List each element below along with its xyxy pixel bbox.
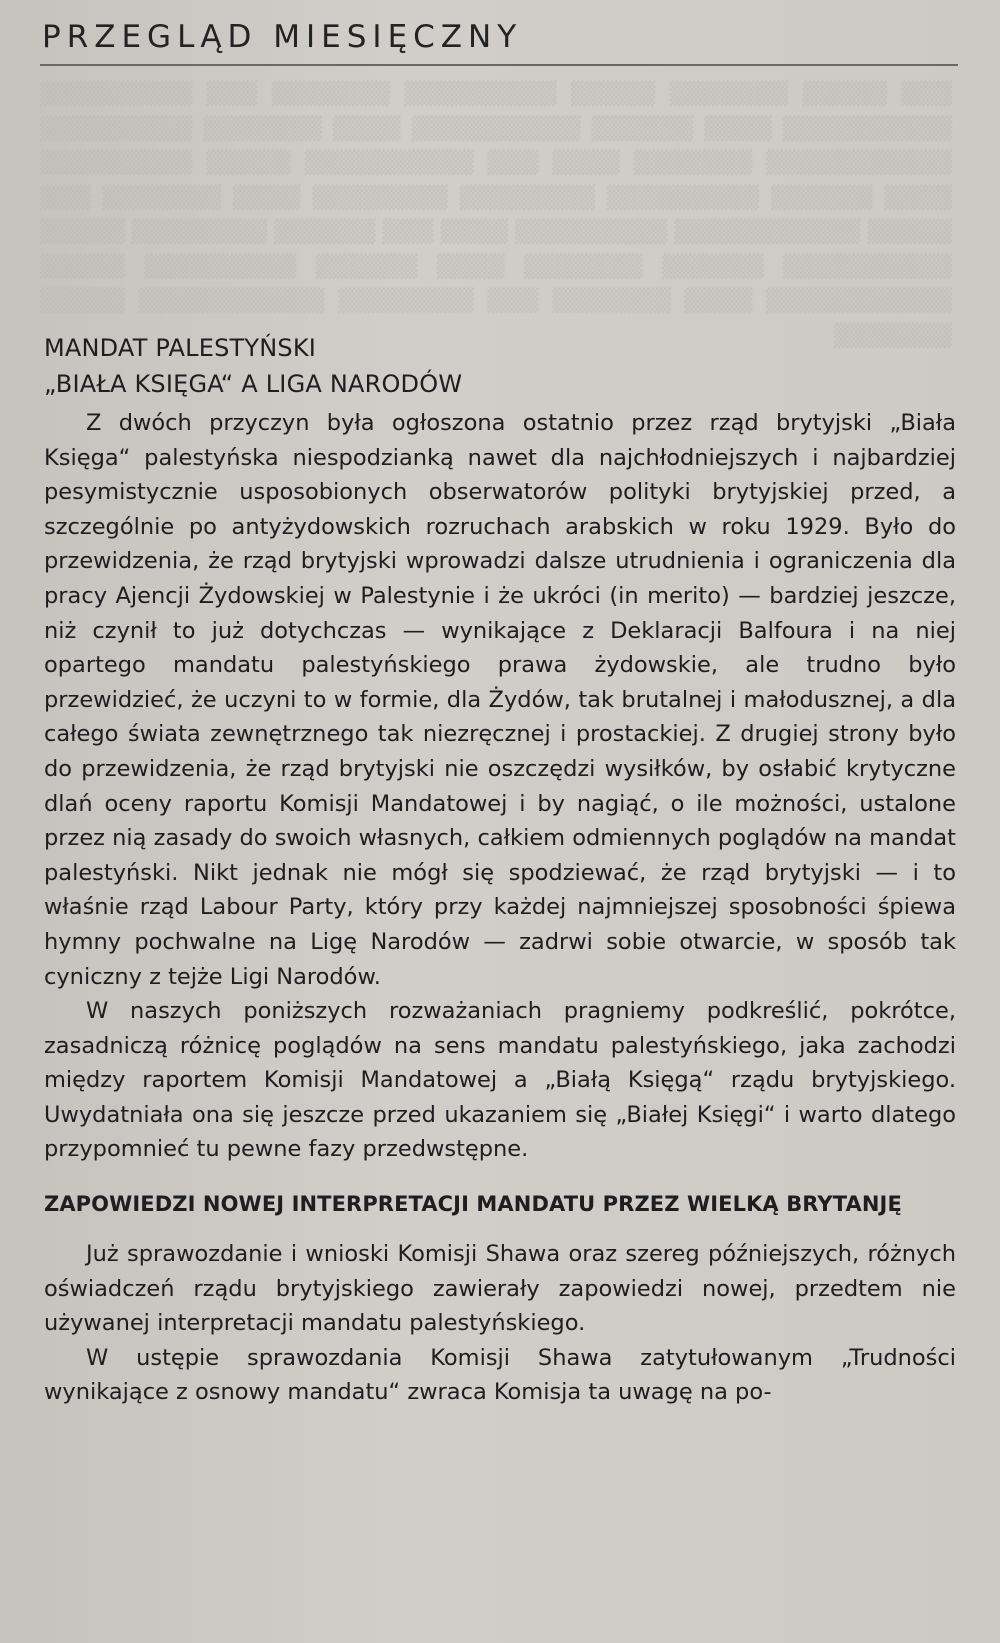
paragraph-2: W naszych poniższych rozważaniach pragniemy podkreślić, pokrótce, zasadniczą różnicę poglądów na sens mandatu palestyńskiego, jaka zachodzi między raportem Komisji Mandatowej a „Białą Księgą“ rządu brytyjskiego. Uwydatniała ona się jeszcze przed ukazaniem się „Białej Księgi“ i warto dlatego przypomnieć tu pewne fazy przedwstępne. <box>44 998 956 1163</box>
paragraph-3: Już sprawozdanie i wnioski Komisji Shawa oraz szereg późniejszych, różnych oświadczeń rządu brytyjskiego zawierały zapowiedzi nowej, przedtem nie używanej interpretacji mandatu palestyńskiego. <box>44 1241 956 1337</box>
header-rule <box>40 64 958 66</box>
article-title-line-2: „BIAŁA KSIĘGA“ A LIGA NARODÓW <box>44 370 463 398</box>
paragraph-1: Z dwóch przyczyn była ogłoszona ostatnio przez rząd brytyjski „Biała Księga“ palestyńska niespodzianką nawet dla najchłodniejszych i najbardziej pesymistycznie usposobionych obserwatorów polityki brytyjskiej przed, a szczególnie po antyżydowskich rozruchach arabskich w roku 1929. Było do przewidzenia, że rząd brytyjski wprowadzi dalsze utrudnienia i ograniczenia dla pracy Ajencji Żydowskiej w Palestynie i że ukróci (in merito) — bardziej jeszcze, niż czynił to już dotychczas — wynikające z Deklaracji Balfoura i na niej opartego mandatu palestyńskiego prawa żydowskie, ale trudno było przewidzieć, że uczyni to w formie, dla Żydów, tak brutalnej i małodusznej, a dla całego świata zewnętrznego tak niezręcznej i prostackiej. Z drugiej strony było do przewidzenia, że rząd brytyjski nie oszczędzi wysiłków, by osłabić krytyczne dlań oceny raportu Komisji Mandatowej i by nagiąć, o ile możności, ustalone przez nią zasady do swoich własnych, całkiem odmiennych poglądów na mandat palestyński. Nikt jednak nie mógł się spodziewać, że rząd brytyjski — i to właśnie rząd Labour Party, który przy każdej najmniejszej sposobności śpiewa hymny pochwalne na Ligę Narodów — zadrwi sobie otwarcie, w sposób tak cyniczny z tejże Ligi Narodów. <box>44 410 956 990</box>
article-title-line-1: MANDAT PALESTYŃSKI <box>44 334 317 362</box>
running-head: PRZEGLĄD MIESIĘCZNY <box>42 19 523 55</box>
article <box>44 330 956 1410</box>
bleed-through-texture: ▒▒▒ ▒▒▒▒▒ ▒▒▒▒▒▒▒ ▒▒▒▒▒ ▒▒▒▒▒▒▒▒▒ ▒▒▒▒▒▒▒ ▒▒▒ ▒▒▒▒▒▒▒▒▒ ▒▒▒▒▒▒▒▒▒▒ ▒▒▒▒ ▒▒▒▒▒▒ ▒▒▒▒▒▒▒▒▒▒ ▒▒▒▒ ▒▒▒▒▒▒▒ ▒▒▒▒▒▒▒▒▒ ▒▒▒▒▒▒▒▒▒▒▒ ▒▒▒▒▒▒▒ ▒▒▒▒ ▒▒▒ ▒▒▒▒▒▒▒▒▒▒ ▒▒▒▒▒ ▒▒▒▒▒▒▒▒▒ ▒▒▒▒ ▒▒▒▒▒▒ ▒▒▒▒▒▒▒▒▒ ▒▒▒▒▒▒▒▒ ▒▒▒▒▒▒▒▒ ▒▒▒▒ ▒▒▒▒▒▒▒ ▒▒▒ ▒▒▒▒▒ ▒▒▒▒▒▒▒▒▒▒▒ ▒▒▒▒▒▒▒▒▒ ▒▒▒▒ ▒▒▒ ▒▒▒▒▒▒ ▒▒▒▒▒▒▒▒ ▒▒▒▒▒ ▒▒▒▒▒▒▒▒▒▒ ▒▒▒▒▒▒ ▒▒▒▒▒▒▒ ▒▒▒▒ ▒▒▒▒▒▒ ▒▒▒▒▒▒▒▒▒ ▒▒▒▒▒ ▒▒▒▒▒▒▒▒▒▒▒ ▒▒▒▒ ▒▒▒▒▒▒▒ ▒▒▒ ▒▒▒▒▒▒▒▒ ▒▒▒▒▒▒▒▒▒▒▒ ▒▒▒▒▒ ▒▒▒▒▒▒▒ <box>40 82 952 349</box>
section-heading: ZAPOWIEDZI NOWEJ INTERPRETACJI MANDATU PRZEZ WIELKĄ BRYTANJĘ <box>44 1192 902 1217</box>
paragraph-4: W ustępie sprawozdania Komisji Shawa zatytułowanym „Trudności wynikające z osnowy mandatu“ zwraca Komisja ta uwagę na po- <box>44 1344 956 1406</box>
